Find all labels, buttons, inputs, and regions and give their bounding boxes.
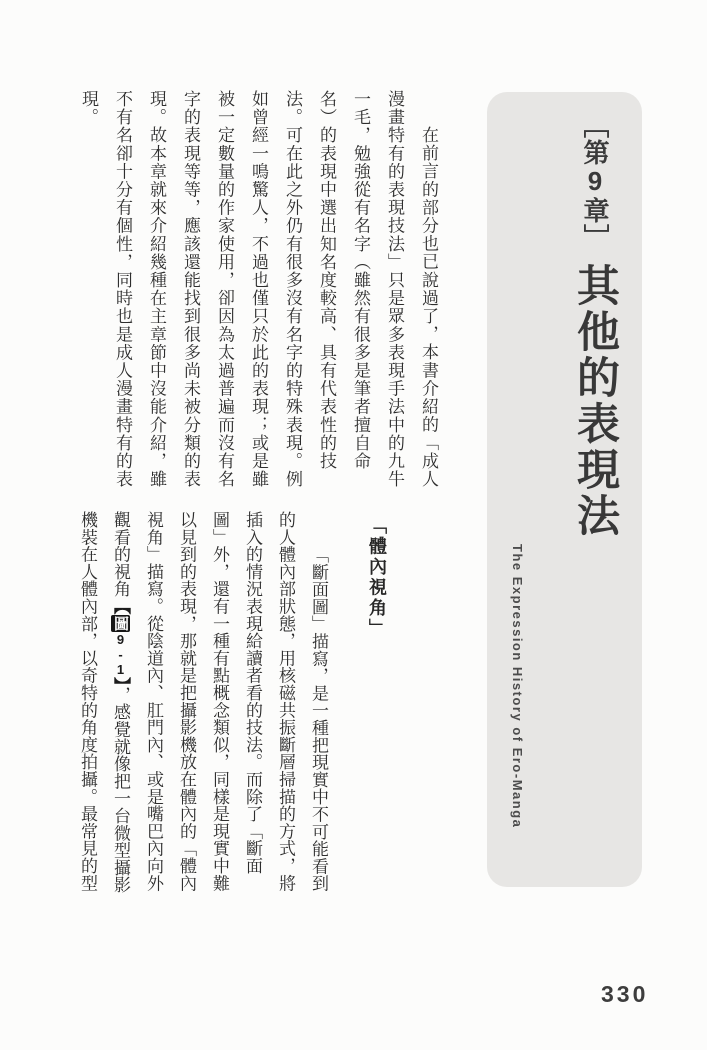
text-column — [173, 90, 207, 494]
text-column — [71, 90, 105, 494]
text-column — [104, 511, 137, 901]
text-run: 視角」描寫。從陰道內、肛門內、或是嘴巴內向外 — [144, 511, 163, 892]
text-run: ，感覺就像把一台微型攝影 — [111, 685, 130, 894]
text-run: 插入的情況表現給讀者看的技法。而除了「斷面 — [243, 511, 262, 875]
chapter-banner — [487, 92, 642, 887]
text-run: 漫畫特有的表現技法」只是眾多表現手法中的九牛 — [385, 90, 404, 489]
text-run: 現。 — [79, 90, 98, 127]
section-taina-shikaku — [71, 511, 396, 901]
styled-run: 9 — [580, 166, 610, 197]
text-column — [275, 90, 309, 494]
text-column — [411, 90, 445, 494]
chapter-number-label — [580, 112, 610, 251]
styled-run: 【 — [111, 597, 130, 615]
text-column — [170, 511, 203, 901]
intro-paragraph — [71, 90, 445, 494]
text-run: 字的表現等等，應該還能找到很多尚未被分類的表 — [181, 90, 200, 489]
text-run: 一毛，勉強從有名字（雖然有很多是筆者擅自命 — [351, 90, 370, 471]
text-run: 名）的表現中選出知名度較高、具有代表性的技 — [317, 90, 336, 471]
text-column — [377, 90, 411, 494]
text-column — [139, 90, 173, 494]
text-run: 被一定數量的作家使用，卻因為太過普遍而沒有名 — [215, 90, 234, 489]
text-run: ［第 — [580, 112, 610, 166]
text-column — [241, 90, 275, 494]
text-run: 「斷面圖」描寫，是一種把現實中不可能看到 — [309, 546, 328, 892]
section-heading: 「體內視角」 — [367, 516, 387, 639]
text-column — [236, 511, 269, 901]
text-column — [71, 511, 104, 901]
text-run: 機裝在人體內部，以奇特的角度拍攝。最常見的型 — [78, 511, 97, 892]
figure-ref-label: 圖 — [112, 615, 129, 632]
page-number: 330 — [601, 981, 649, 1007]
text-column — [343, 90, 377, 494]
text-column — [302, 511, 335, 901]
text-run: 不有名卻十分有個性，同時也是成人漫畫特有的表 — [113, 90, 132, 489]
text-column — [269, 511, 302, 901]
text-run: 如曾經一鳴驚人，不過也僅只於此的表現；或是雖 — [249, 90, 268, 489]
text-column — [203, 511, 236, 901]
text-run: 章］ — [580, 197, 610, 251]
text-column — [309, 90, 343, 494]
text-run: 的人體內部狀態，用核磁共振斷層掃描的方式，將 — [276, 511, 295, 892]
chapter-title-text: 其他的表現法 — [571, 263, 619, 540]
figure-ref-number: 9-1 — [113, 632, 128, 678]
styled-run: 】 — [111, 677, 130, 686]
text-run: 觀看的視角 — [111, 511, 130, 598]
chapter-subtitle-english: The Expression History of Ero-Manga — [510, 544, 525, 829]
text-column — [105, 90, 139, 494]
text-run: 在前言的部分也已說過了，本書介紹的「成人 — [419, 126, 438, 488]
text-run: 圖」外，還有一種有點概念類似，同樣是現實中難 — [210, 511, 229, 892]
text-run: 以見到的表現，那就是把攝影機放在體內的「體內 — [177, 511, 196, 892]
chapter-title-block — [565, 112, 626, 539]
text-run: 法。可在此之外仍有很多沒有名字的特殊表現。例 — [283, 90, 302, 489]
text-column — [137, 511, 170, 901]
text-run: 現。故本章就來介紹幾種在主章節中沒能介紹，雖 — [147, 90, 166, 489]
text-column — [207, 90, 241, 494]
